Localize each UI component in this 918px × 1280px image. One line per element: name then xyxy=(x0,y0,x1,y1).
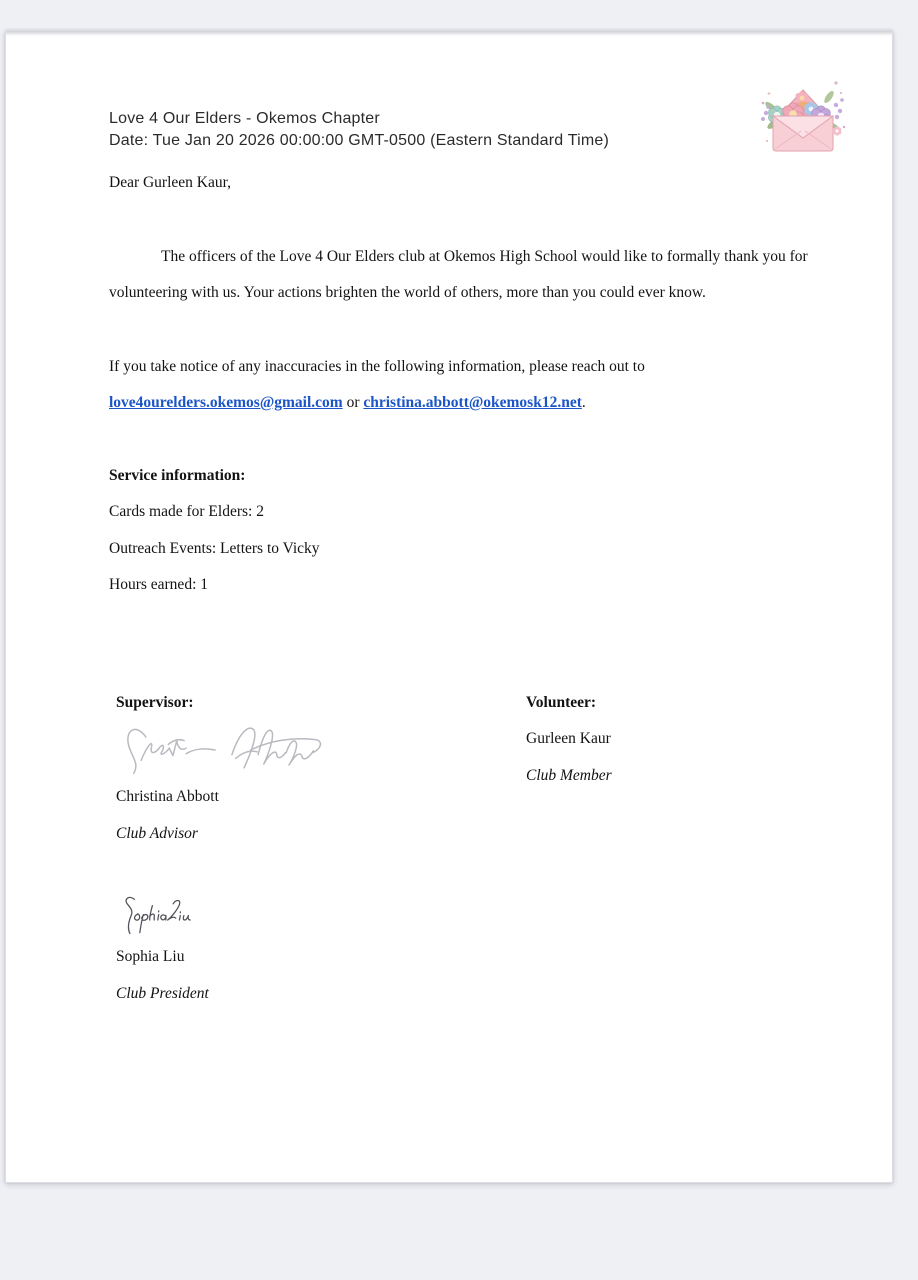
club-name: Love 4 Our Elders - Okemos Chapter xyxy=(109,110,380,127)
contact-text-before: If you take notice of any inaccuracies in the following information, please reach out to xyxy=(109,357,645,375)
sophia-liu-signature xyxy=(120,892,192,939)
signature-section xyxy=(109,685,812,1013)
club-email-link[interactable]: love4ourelders.okemos@gmail.com xyxy=(109,394,343,411)
volunteer-role: Club Member xyxy=(526,766,612,784)
date-line: Date: Tue Jan 20 2026 00:00:00 GMT-0500 (Eastern Standard Time) xyxy=(109,132,609,149)
envelope-flowers-logo xyxy=(757,69,849,159)
volunteer-heading: Volunteer: xyxy=(526,693,597,711)
volunteer-column xyxy=(526,685,812,1013)
service-line-cards: Cards made for Elders: 2 xyxy=(109,503,264,520)
service-line-hours: Hours earned: 1 xyxy=(109,576,208,593)
contact-text-separator: or xyxy=(342,394,364,411)
volunteer-name: Gurleen Kaur xyxy=(526,730,611,747)
contact-text-after: . xyxy=(581,394,586,411)
contact-paragraph xyxy=(109,349,812,422)
supervisor-role: Club Advisor xyxy=(116,824,198,842)
service-line-outreach: Outreach Events: Letters to Vicky xyxy=(109,539,320,557)
advisor-email-link[interactable]: christina.abbott@okemosk12.net xyxy=(363,394,582,411)
letter-page xyxy=(5,30,893,1183)
thank-you-paragraph: The officers of the Love 4 Our Elders club at Okemos High School would like to formally thank you for volunteering with us. Your actions brighten the world of others, more than you could ever know. xyxy=(109,247,808,301)
president-role: Club President xyxy=(116,984,209,1002)
service-information-section xyxy=(109,458,812,604)
president-name: Sophia Liu xyxy=(116,948,185,965)
salutation: Dear Gurleen Kaur, xyxy=(109,174,232,191)
letter-header xyxy=(109,108,812,152)
supervisor-name: Christina Abbott xyxy=(116,788,219,805)
service-heading: Service information: xyxy=(109,466,246,484)
supervisor-heading: Supervisor: xyxy=(116,693,194,711)
supervisor-column xyxy=(109,685,526,1013)
christina-abbott-signature xyxy=(116,721,331,779)
